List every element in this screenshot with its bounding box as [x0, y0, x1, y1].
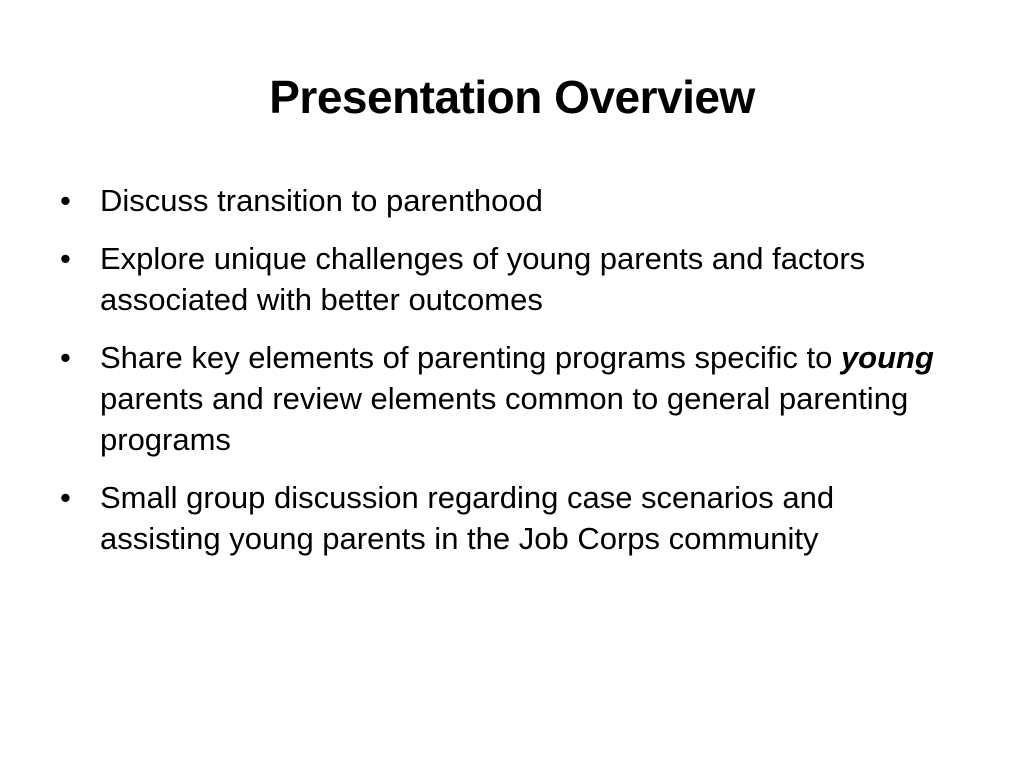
- bullet-text: Small group discussion regarding case scenarios and assisting young parents in the Job Corps community: [100, 480, 835, 556]
- bullet-dot-icon: •: [60, 241, 71, 276]
- bullet-dot-icon: •: [60, 340, 71, 375]
- bullet-text-after: parents and review elements common to general parenting programs: [100, 381, 909, 457]
- bullet-text: Discuss transition to parenthood: [100, 183, 543, 218]
- bullet-dot-icon: •: [60, 480, 71, 515]
- bullet-item: [56, 477, 956, 559]
- bullet-emphasis: young: [840, 340, 934, 375]
- bullet-item: [56, 180, 956, 221]
- bullet-list: [56, 180, 956, 576]
- bullet-text-before: Share key elements of parenting programs specific to: [100, 340, 841, 375]
- bullet-dot-icon: •: [60, 183, 71, 218]
- bullet-item: [56, 337, 956, 460]
- bullet-item: [56, 238, 956, 320]
- slide-title: Presentation Overview: [269, 71, 755, 123]
- bullet-text: Explore unique challenges of young parents and factors associated with better outcomes: [100, 241, 866, 317]
